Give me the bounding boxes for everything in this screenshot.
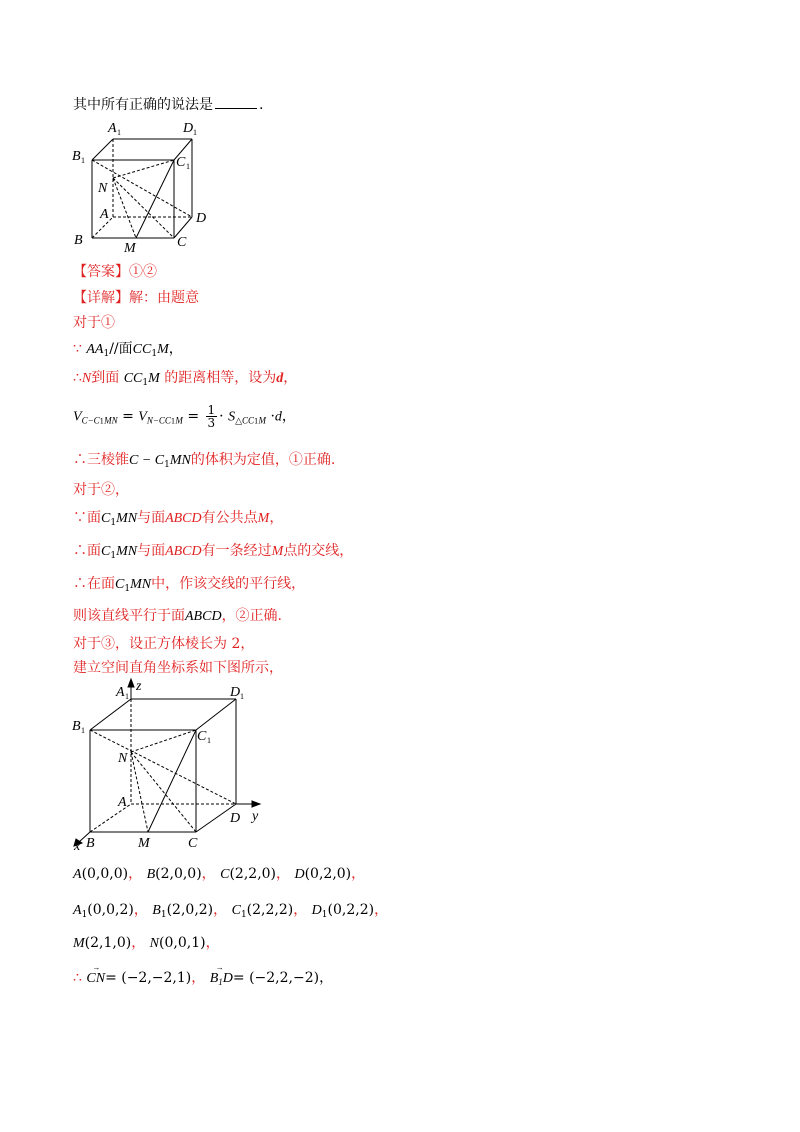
fig1-label-c1: C xyxy=(176,155,186,170)
svg-text:1: 1 xyxy=(186,162,190,171)
coords-row-2: $A_1(0,0,2)$， $B_1(2,0,2)$， $C_1(2,2,2)$， $D_1(0,2,2)$， xyxy=(73,902,389,920)
question-stem xyxy=(73,94,263,115)
answer-label: 【答案】 xyxy=(73,264,129,280)
detail-line xyxy=(73,288,199,308)
answer-blank xyxy=(215,94,257,109)
about-1: 对于① xyxy=(73,315,115,331)
question-stem-text: 其中所有正确的说法是 xyxy=(73,97,213,113)
svg-text:1: 1 xyxy=(117,128,121,137)
fig1-label-n: N xyxy=(98,181,108,196)
fig1-label-c: C xyxy=(177,235,187,250)
then-line: 则该直线平行于面ABCD，②正确. xyxy=(73,608,283,624)
fig2-label-c1: C xyxy=(197,729,207,744)
svg-text:1: 1 xyxy=(207,736,211,745)
fraction-one-third: $\frac{1}{3}$ xyxy=(207,403,216,430)
vector-b1d: → $B_1D$ xyxy=(210,969,233,992)
fig2-label-d: D xyxy=(230,811,241,826)
detail-label: 【详解】 xyxy=(73,290,129,306)
fig1-label-b1: B xyxy=(72,149,81,164)
question-stem-end: . xyxy=(259,97,264,113)
svg-text:1: 1 xyxy=(240,692,244,701)
fig1-label-a1: A xyxy=(108,121,117,136)
fig2-label-m: M xyxy=(138,836,150,851)
fig2-label-y: y xyxy=(252,809,259,824)
fig2-label-n: N xyxy=(118,751,128,766)
cube-figure-2 xyxy=(68,676,278,851)
answer-value: ①② xyxy=(129,264,157,280)
svg-text:1: 1 xyxy=(125,692,129,701)
therefore-2: ∴面$C_1MN$与面ABCD有一条经过M点的交线， xyxy=(73,543,354,561)
fig1-label-b: B xyxy=(74,233,83,248)
volume-equation: $V_{C-C1MN} = V_{N-CC1M}$ = $\frac{1}{3}$ · $S_{\triangle CC1M} \cdot d$， xyxy=(73,403,296,430)
fig1-label-a: A xyxy=(100,207,109,222)
svg-text:1: 1 xyxy=(193,128,197,137)
fig2-label-b: B xyxy=(86,836,95,851)
vector-cn: → CN xyxy=(86,969,105,989)
fig2-label-z: z xyxy=(136,679,142,694)
svg-text:1: 1 xyxy=(81,156,85,165)
therefore-1: ∴N到面 $CC_1M$ 的距离相等，设为d， xyxy=(73,370,298,388)
about-2: 对于②， xyxy=(73,482,129,498)
because-2: ∵面$C_1MN$与面ABCD有公共点M， xyxy=(73,510,284,528)
because-1: ∵ $AA_1//$面$CC_1M$， xyxy=(73,341,183,359)
fig2-label-x: x xyxy=(74,839,81,851)
about-3: 对于③，设正方体棱长为 2， xyxy=(73,636,255,652)
svg-text:1: 1 xyxy=(81,726,85,735)
coords-row-3: M(2,1,0)， N(0,0,1)， xyxy=(73,935,220,951)
vector-line: ∴ → CN= (−2,−2,1)， → $B_1D= (-2,2,-2)$， xyxy=(73,968,333,992)
therefore-3: ∴在面$C_1MN$中，作该交线的平行线， xyxy=(73,576,306,594)
build-coords: 建立空间直角坐标系如下图所示， xyxy=(73,660,283,676)
coords-row-1: A(0,0,0)， B(2,0,0)， C(2,2,0)， D(0,2,0)， xyxy=(73,866,366,882)
fig2-label-a1: A xyxy=(116,685,125,700)
fig1-label-m: M xyxy=(124,241,136,256)
cube-figure-1 xyxy=(68,118,228,258)
fig1-label-d1: D xyxy=(183,121,194,136)
fig2-label-b1: B xyxy=(72,719,81,734)
detail-text: 解：由题意 xyxy=(129,290,199,306)
answer-line xyxy=(73,262,157,282)
fig2-label-a: A xyxy=(118,795,127,810)
fig2-label-d1: D xyxy=(230,685,241,700)
conclusion-1: ∴三棱锥$C - C_1MN$的体积为定值，①正确. xyxy=(73,452,336,470)
fig1-label-d: D xyxy=(196,211,207,226)
fig2-label-c: C xyxy=(188,836,198,851)
